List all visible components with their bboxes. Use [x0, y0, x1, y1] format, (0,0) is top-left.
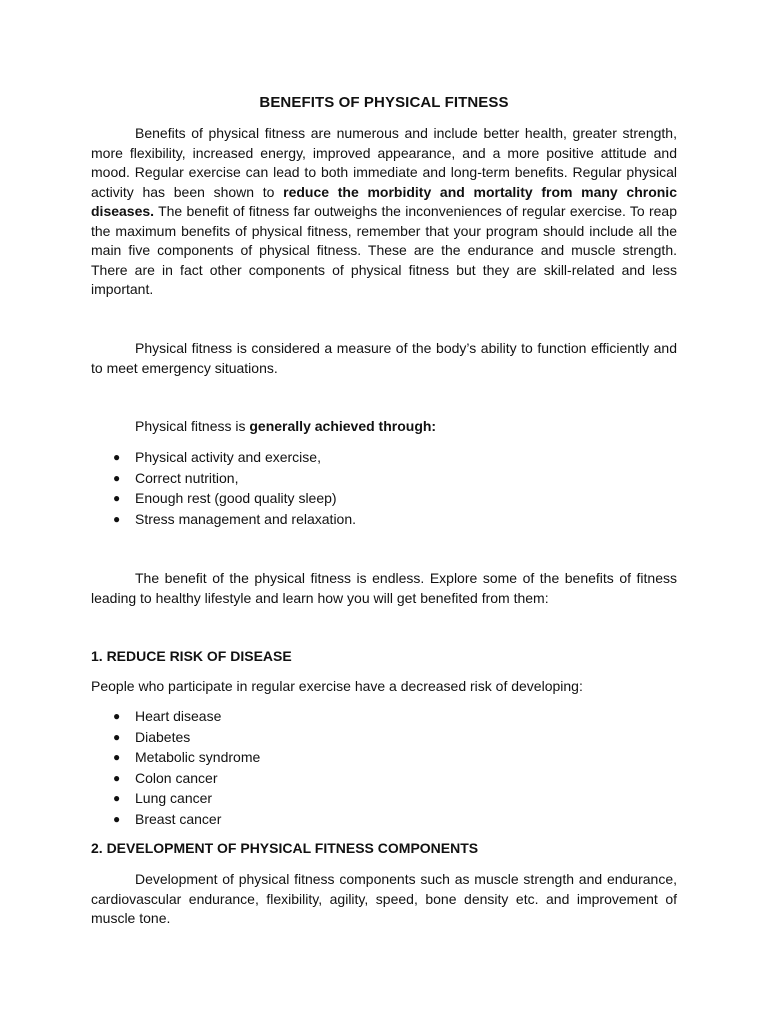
- achieved-list: [91, 447, 356, 529]
- section2-body: Development of physical fitness components such as muscle strength and endurance, cardiovascular endurance, flexibility, agility, speed, bone density etc. and improvement of muscle tone.: [91, 871, 677, 926]
- list-item: [91, 488, 356, 509]
- list-item-label: Breast cancer: [135, 810, 222, 827]
- section1-lead: People who participate in regular exercise have a decreased risk of developing:: [91, 678, 583, 694]
- section1-heading: 1. REDUCE RISK OF DISEASE: [91, 648, 292, 664]
- list-item-label: Physical activity and exercise,: [135, 449, 321, 465]
- achieved-bold: generally achieved through:: [249, 418, 437, 434]
- disease-list: [91, 706, 260, 830]
- list-item: [91, 788, 260, 809]
- list-item-label: Colon cancer: [135, 769, 218, 786]
- intro-text-2: The benefit of fitness far outweighs the inconveniences of regular exercise. To reap the maximum benefits of physical fitness, remember that your program should include all the main five components of physical fitness. These are the endurance and muscle strength. There are in fact other components of physical fitness but they are skill-related and less important.: [91, 203, 677, 297]
- list-item: [91, 747, 260, 768]
- bullet-icon: ●: [113, 709, 121, 723]
- achieved-prefix: Physical fitness is: [135, 418, 250, 434]
- list-item: [91, 706, 260, 727]
- intro-text-1: Benefits of physical fitness are numerous and include better health, greater strength, more flexibility, increased energy, improved appearance, and a more positive attitude and mood. Regular exercise can lead to both immediate and long-term benefits. Regular physical activity has been shown to: [91, 125, 677, 200]
- list-item-label: Heart disease: [135, 708, 222, 724]
- list-item: [91, 468, 356, 489]
- section2-heading: 2. DEVELOPMENT OF PHYSICAL FITNESS COMPONENTS: [91, 840, 479, 856]
- list-item-label: Lung cancer: [135, 790, 213, 807]
- intro-paragraph: [91, 124, 677, 300]
- bullet-icon: ●: [113, 511, 121, 526]
- bullet-icon: ●: [113, 450, 121, 464]
- definition-paragraph: Physical fitness is considered a measure of the body’s ability to function efficiently and to meet emergency situations.: [91, 340, 677, 376]
- bullet-icon: ●: [113, 470, 121, 485]
- list-item: [91, 809, 260, 830]
- bullet-icon: ●: [113, 811, 121, 826]
- bullet-icon: ●: [113, 791, 121, 806]
- list-item-label: Metabolic syndrome: [135, 749, 261, 766]
- document-title: BENEFITS OF PHYSICAL FITNESS: [259, 94, 509, 111]
- bullet-icon: ●: [113, 729, 121, 744]
- list-item: [91, 509, 356, 530]
- list-item: [91, 768, 260, 789]
- bullet-icon: ●: [113, 770, 121, 785]
- achieved-paragraph: [91, 417, 677, 437]
- bullet-icon: ●: [113, 750, 121, 765]
- list-item-label: Enough rest (good quality sleep): [135, 490, 337, 507]
- list-item-label: Correct nutrition,: [135, 469, 239, 486]
- list-item: [91, 447, 356, 468]
- list-item-label: Diabetes: [135, 728, 191, 745]
- list-item-label: Stress management and relaxation.: [135, 510, 357, 527]
- intro-bold-text: reduce the morbidity and mortality from many chronic diseases.: [91, 183, 677, 219]
- list-item: [91, 727, 260, 748]
- benefit-intro-paragraph: The benefit of the physical fitness is endless. Explore some of the benefits of fitness leading to healthy lifestyle and learn how you will get benefited from them:: [91, 570, 677, 606]
- bullet-icon: ●: [113, 491, 121, 506]
